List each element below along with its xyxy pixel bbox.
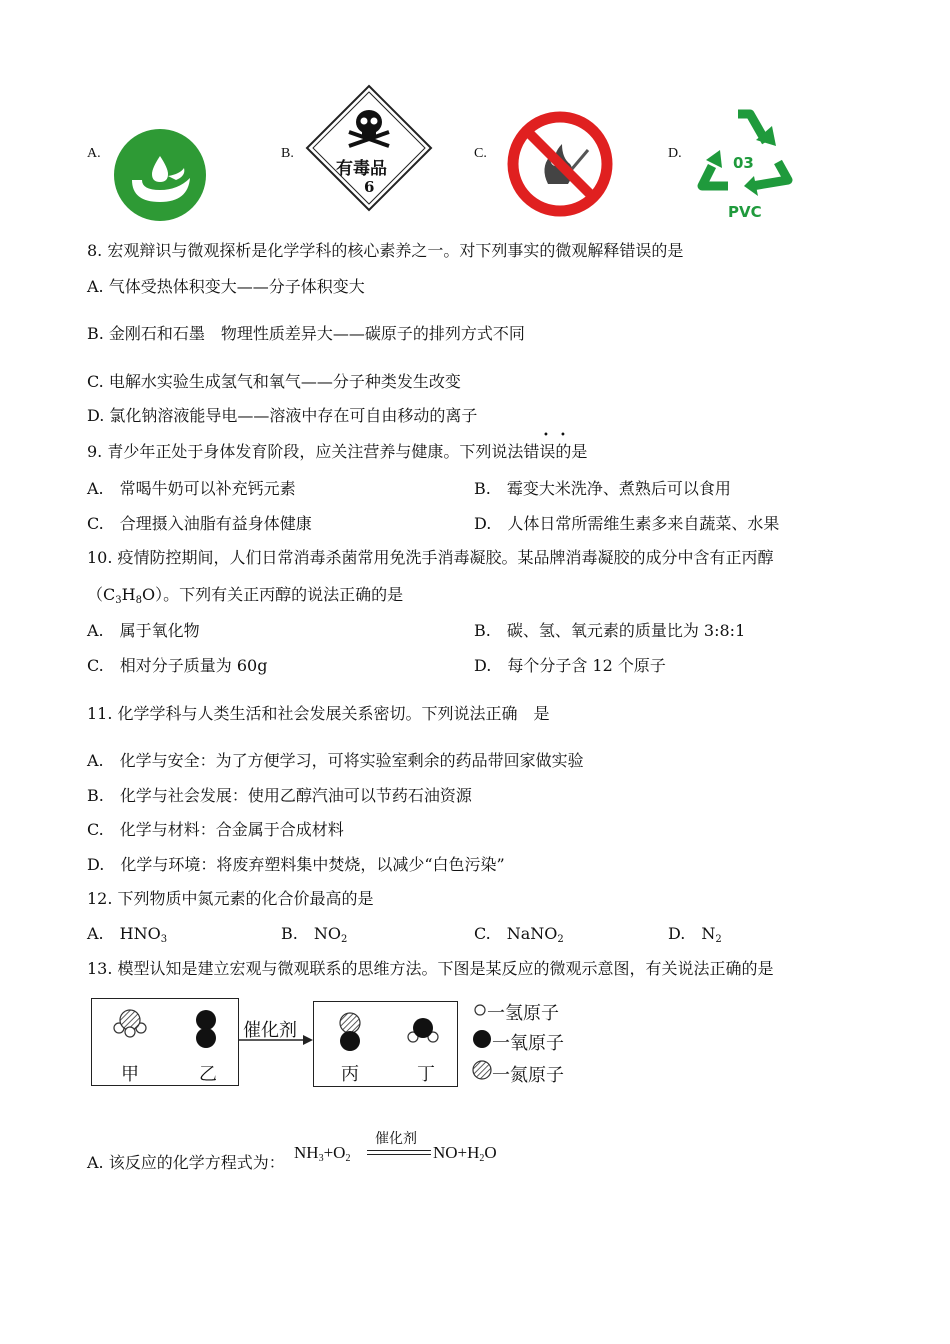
q9-option-c: C. 合理摄入油脂有益身体健康 — [87, 514, 312, 533]
equation-equals-sign — [367, 1150, 431, 1155]
q11-option-d: D. 化学与环境：将废弃塑料集中焚烧，以减少“白色污染” — [87, 855, 505, 874]
option-c-label: C. — [474, 146, 487, 161]
legend-oxygen: 一氧原子 — [492, 1033, 564, 1054]
water-saving-icon — [112, 128, 208, 222]
ammonia-molecule — [114, 1010, 146, 1037]
q9-stem: 9. 青少年正处于身体发育阶段，应关注营养与健康。下列说法错误的是 — [87, 442, 588, 461]
emphasis-dots: • — [560, 430, 566, 441]
recycle-code: 03 — [733, 154, 754, 172]
q9-option-a: A. 常喝牛奶可以补充钙元素 — [87, 479, 296, 498]
q12-option-d: D. $N_2$ — [668, 924, 722, 945]
q13-option-a: A. 该反应的化学方程式为： — [87, 1153, 285, 1172]
catalyst-label: 催化剂 — [243, 1020, 297, 1041]
oxygen-molecule — [196, 1010, 216, 1048]
equation-catalyst: 催化剂 — [375, 1131, 417, 1147]
legend-oxygen-icon — [473, 1030, 491, 1048]
q8-option-d: D. 氯化钠溶液能导电——溶液中存在可自由移动的离子 — [87, 406, 478, 425]
q10-stem-line2: $(C_3H_8O)$。下列有关正丙醇的说法正确的是 — [87, 585, 404, 606]
legend-nitrogen-icon — [473, 1061, 491, 1079]
q12-stem: 12. 下列物质中氮元素的化合价最高的是 — [87, 889, 374, 908]
q11-option-c: C. 化学与材料：合金属于合成材料 — [87, 820, 344, 839]
q8-option-b: B. 金刚石和石墨 物理性质差异大——碳原子的排列方式不同 — [87, 324, 525, 343]
q11-stem: 11. 化学学科与人类生活和社会发展关系密切。下列说法正确 是 — [87, 704, 550, 723]
option-d-label: D. — [668, 146, 682, 161]
label-jia: 甲 — [121, 1064, 139, 1085]
q11-option-a: A. 化学与安全：为了方便学习，可将实验室剩余的药品带回家做实验 — [87, 751, 584, 770]
equation-right: $NO+H_2O$ — [433, 1143, 497, 1164]
q10-option-b: B. 碳、氢、氧元素的质量比为 3:8:1 — [474, 621, 746, 640]
legend-hydrogen-icon — [475, 1005, 485, 1015]
option-b-label: B. — [281, 146, 294, 161]
no-open-flame-icon — [506, 110, 614, 218]
toxic-sign-text: 有毒品 — [336, 159, 387, 179]
q12-option-c: C. NaNO$_2$ — [474, 924, 564, 945]
toxic-sign-class: 6 — [364, 178, 375, 196]
emphasis-dots: • — [543, 430, 549, 441]
q9-option-d: D. 人体日常所需维生素多来自蔬菜、水果 — [474, 514, 780, 533]
equation-left: $NH_3+O_2$ — [294, 1143, 351, 1164]
q12-option-a: A. $HNO_3$ — [87, 924, 168, 945]
q8-stem: 8. 宏观辩识与微观探析是化学学科的核心素养之一。对下列事实的微观解释错误的是 — [87, 241, 684, 260]
recycle-pvc-icon — [692, 102, 798, 198]
recycle-pvc-text: PVC — [728, 203, 762, 221]
label-yi: 乙 — [199, 1064, 217, 1085]
q12-option-b: B. $NO_2$ — [281, 924, 348, 945]
q13-stem: 13. 模型认知是建立宏观与微观联系的思维方法。下图是某反应的微观示意图，有关说法正确的是 — [87, 959, 774, 978]
legend-hydrogen: 一氢原子 — [487, 1003, 559, 1024]
legend-nitrogen: 一氮原子 — [492, 1065, 564, 1086]
q8-option-c: C. 电解水实验生成氢气和氧气——分子种类发生改变 — [87, 372, 461, 391]
option-a-label: A. — [87, 146, 101, 161]
q9-option-b: B. 霉变大米洗净、煮熟后可以食用 — [474, 479, 731, 498]
nitric-oxide-molecule — [340, 1013, 360, 1051]
q10-option-d: D. 每个分子含 12 个原子 — [474, 656, 666, 675]
q11-option-b: B. 化学与社会发展：使用乙醇汽油可以节药石油资源 — [87, 786, 472, 805]
label-bing: 丙 — [341, 1064, 359, 1085]
water-molecule — [408, 1018, 438, 1042]
q10-option-a: A. 属于氧化物 — [87, 621, 200, 640]
q8-option-a: A. 气体受热体积变大——分子体积变大 — [87, 277, 365, 296]
q10-stem-line1: 10. 疫情防控期间，人们日常消毒杀菌常用免洗手消毒凝胶。某品牌消毒凝胶的成分中含有正丙醇 — [87, 548, 774, 567]
q10-option-c: C. 相对分子质量为 60g — [87, 656, 268, 675]
label-ding: 丁 — [417, 1064, 435, 1085]
